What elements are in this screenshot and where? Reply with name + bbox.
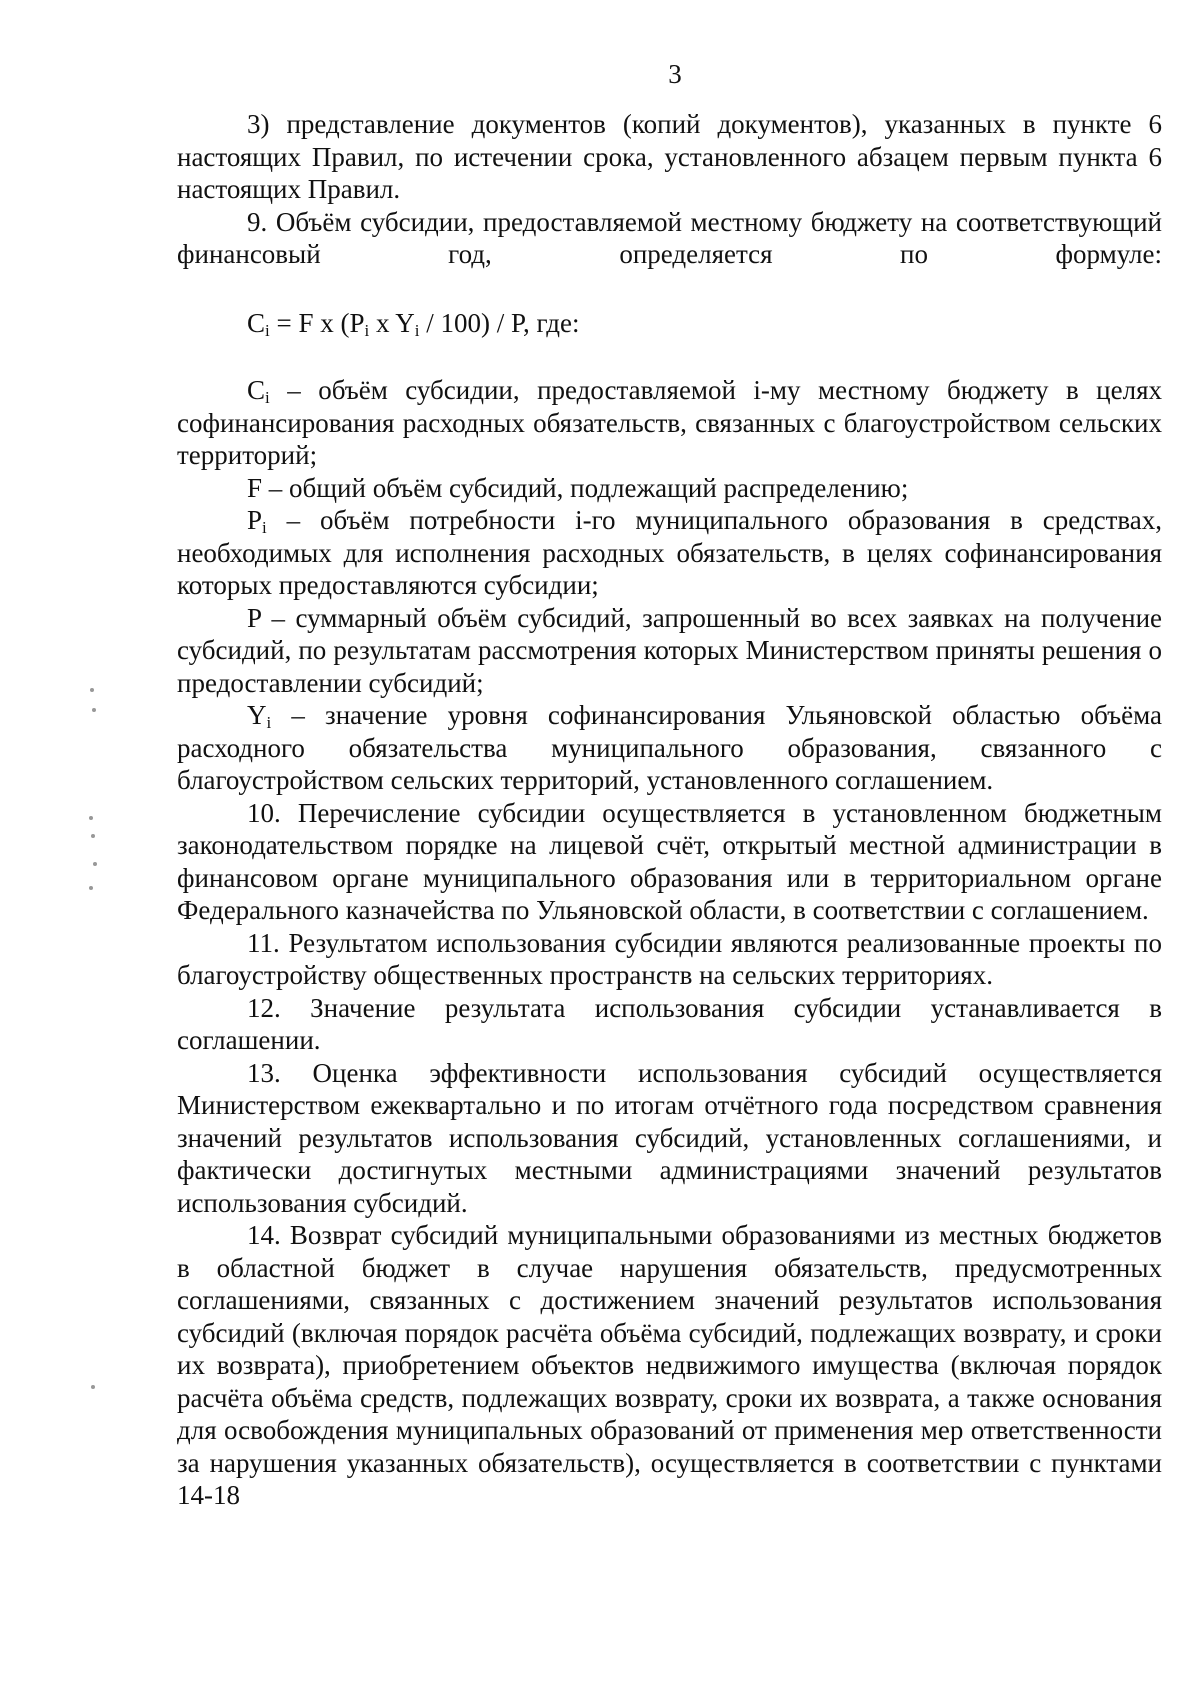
scan-speck	[89, 886, 93, 890]
symbol-subscript-i: i	[266, 713, 272, 732]
scan-speck	[93, 862, 97, 866]
scan-speck	[91, 834, 95, 838]
paragraph-11: 11. Результатом использования субсидии являются реализованные проекты по благоустройству общественных пространств на сельских территориях.	[177, 927, 1162, 990]
formula	[177, 307, 1162, 340]
formula-y: x Y	[369, 307, 415, 338]
paragraph-14: 14. Возврат субсидий муниципальными образованиями из местных бюджетов в областной бюджет в случае нарушения обязательств, предусмотренных соглашениями, связанных с достижением значений результатов использования субсидий (включая порядок расчёта объёма субсидий, подлежащих возврату, и сроки их возврата), приобретением объектов недвижимого имущества (включая порядок расчёта объёма средств, подлежащих возврату, сроки их возврата, а также основания для освобождения муниципальных образований от применения мер ответственности за нарушения указанных обязательств), осуществляется в соответствии с пунктами 14-18	[177, 1220, 1162, 1510]
symbol-subscript-i: i	[265, 388, 270, 407]
formula-c: C	[247, 307, 266, 338]
paragraph-13: 13. Оценка эффективности использования субсидий осуществляется Министерством ежеквартально и по итогам отчётного года посредством сравнения значений результатов использования субсидий, установленных соглашениями, и фактически достигнутых местными администрациями значений результатов использования субсидий.	[177, 1057, 1162, 1218]
scan-speck	[91, 1385, 95, 1389]
symbol-p: P	[247, 505, 263, 535]
formula-subscript-i: i	[364, 320, 370, 340]
scan-speck	[90, 688, 94, 692]
scan-margin-marks	[75, 0, 135, 1700]
definition-f: F – общий объём субсидий, подлежащий распределению;	[247, 472, 909, 503]
document-body	[177, 108, 1162, 1512]
paragraph-item-3: 3) представление документов (копий документов), указанных в пункте 6 настоящих Правил, по истечении срока, установленного абзацем первым пункта 6 настоящих Правил.	[177, 109, 1162, 204]
formula-subscript-i: i	[414, 320, 420, 340]
symbol-y: Y	[247, 700, 267, 730]
definition-pi-text: – объём потребности i-го муниципального образования в средствах, необходимых для исполнения расходных обязательств, в целях софинансирования которых предоставляются субсидии;	[177, 505, 1162, 600]
page-number: 3	[668, 59, 682, 89]
definition-yi	[177, 699, 1162, 797]
scan-speck	[89, 816, 93, 820]
symbol-subscript-i: i	[262, 518, 267, 537]
definition-pi	[177, 504, 1162, 602]
scan-speck	[92, 708, 96, 712]
formula-subscript-i: i	[265, 320, 270, 340]
definition-yi-text: – значение уровня софинансирования Ульяновской областью объёма расходного обязательства муниципального образования, связанного с благоустройством сельских территорий, установленного соглашением.	[177, 700, 1162, 795]
paragraph-9: 9. Объём субсидии, предоставляемой местному бюджету на соответствующий финансовый год, определяется по формуле:	[177, 206, 1162, 269]
symbol-c: C	[247, 375, 266, 405]
definition-ci	[177, 374, 1162, 472]
paragraph-12: 12. Значение результата использования субсидии устанавливается в соглашении.	[177, 992, 1162, 1055]
paragraph-10: 10. Перечисление субсидии осуществляется в установленном бюджетным законодательством порядке на лицевой счёт, открытый местной администрации в финансовом органе муниципального образования или в территориальном органе Федерального казначейства по Ульяновской области, в соответствии с соглашением.	[177, 797, 1162, 925]
formula-rest: / 100) / P, где:	[419, 307, 580, 338]
definition-ci-text: – объём субсидии, предоставляемой i-му местному бюджету в целях софинансирования расходных обязательств, связанных с благоустройством сельских территорий;	[177, 375, 1163, 470]
definition-p: P – суммарный объём субсидий, запрошенный во всех заявках на получение субсидий, по результатам рассмотрения которых Министерством приняты решения о предоставлении субсидий;	[177, 602, 1162, 698]
formula-f-and-p: = F x (P	[269, 307, 365, 338]
